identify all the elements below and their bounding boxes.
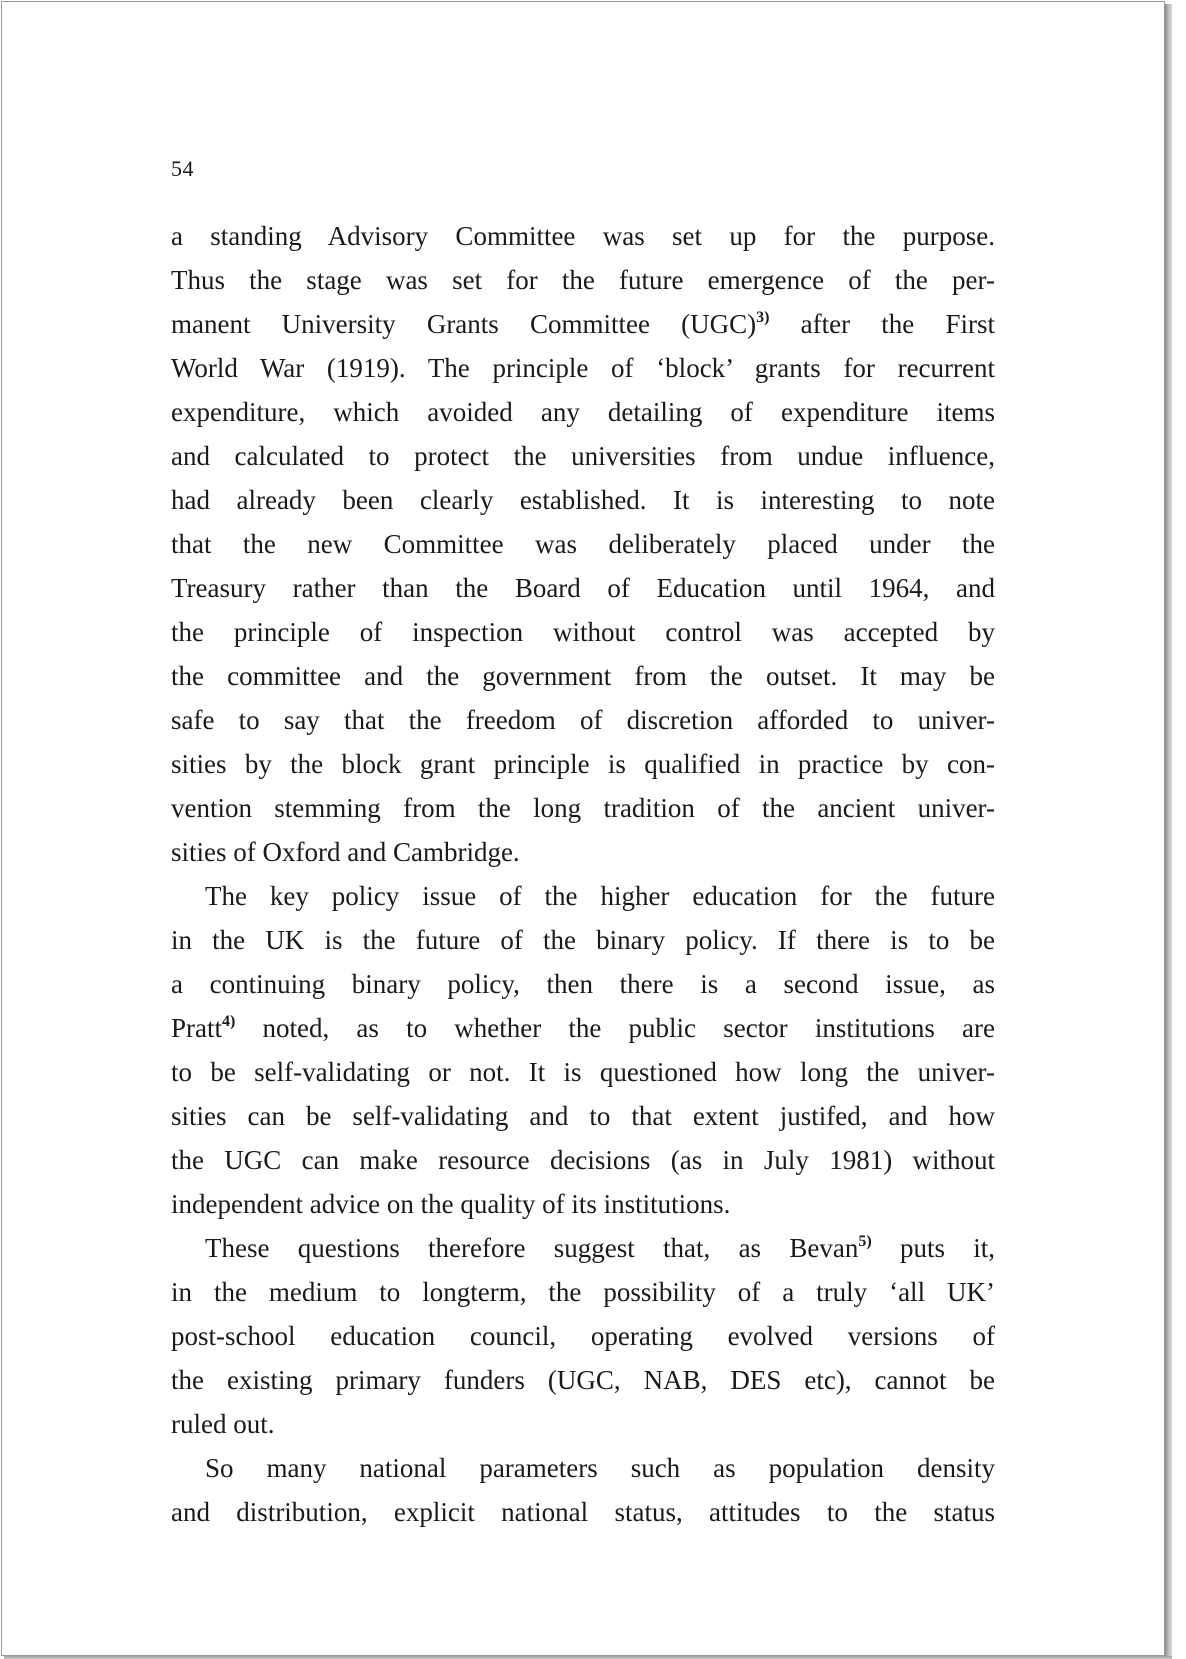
text-line: vention stemming from the long tradition of the ancient univer- — [171, 793, 995, 823]
footnote-ref: 3) — [756, 309, 770, 326]
text-line: manent University Grants Committee (UGC)$^{3)}$ after the First — [171, 309, 995, 339]
paragraph — [171, 1226, 995, 1446]
footnote-ref: 5) — [858, 1233, 872, 1250]
text-line: in the UK is the future of the binary policy. If there is to be — [171, 925, 995, 955]
text-line: Treasury rather than the Board of Education until 1964, and — [171, 573, 995, 603]
text-line: safe to say that the freedom of discretion afforded to univer- — [171, 705, 995, 735]
text-line: sities can be self-validating and to that extent justifed, and how — [171, 1101, 995, 1131]
text-line: These questions therefore suggest that, as Bevan$^{5)}$ puts it, — [205, 1233, 995, 1263]
text-line: expenditure, which avoided any detailing of expenditure items — [171, 397, 995, 427]
text-line: Thus the stage was set for the future emergence of the per- — [171, 265, 995, 295]
page-number: 54 — [171, 156, 194, 181]
text-line: sities by the block grant principle is qualified in practice by con- — [171, 749, 995, 779]
text-line: independent advice on the quality of its institutions. — [171, 1189, 731, 1219]
text-line: in the medium to longterm, the possibility of a truly ‘all UK’ — [171, 1277, 995, 1307]
text-line: that the new Committee was deliberately placed under the — [171, 529, 995, 559]
text-line: The key policy issue of the higher education for the future — [205, 881, 995, 911]
text-line: the UGC can make resource decisions (as in July 1981) without — [171, 1145, 995, 1175]
text-line: a continuing binary policy, then there is a second issue, as — [171, 969, 995, 999]
text-line: and calculated to protect the universities from undue influence, — [171, 441, 995, 471]
text-line: sities of Oxford and Cambridge. — [171, 837, 520, 867]
text-line: post-school education council, operating evolved versions of — [171, 1321, 995, 1351]
body-text — [171, 214, 995, 1534]
text-line: and distribution, explicit national status, attitudes to the status — [171, 1497, 995, 1527]
page-edge-shadow — [1165, 4, 1172, 1657]
text-line: So many national parameters such as population density — [205, 1453, 995, 1483]
text-line: Pratt$^{4)}$ noted, as to whether the public sector institutions are — [171, 1013, 995, 1043]
paragraph — [171, 874, 995, 1226]
text-line: the existing primary funders (UGC, NAB, DES etc), cannot be — [171, 1365, 995, 1395]
paragraph — [171, 214, 995, 874]
text-line: the principle of inspection without control was accepted by — [171, 617, 995, 647]
text-line: ruled out. — [171, 1409, 275, 1439]
text-line: the committee and the government from the outset. It may be — [171, 661, 995, 691]
footnote-ref: 4) — [222, 1013, 236, 1030]
text-line: to be self-validating or not. It is questioned how long the univer- — [171, 1057, 995, 1087]
paragraph — [171, 1446, 995, 1534]
text-line: World War (1919). The principle of ‘block’ grants for recurrent — [171, 353, 995, 383]
text-line: had already been clearly established. It is interesting to note — [171, 485, 995, 515]
text-line: a standing Advisory Committee was set up for the purpose. — [171, 221, 995, 251]
